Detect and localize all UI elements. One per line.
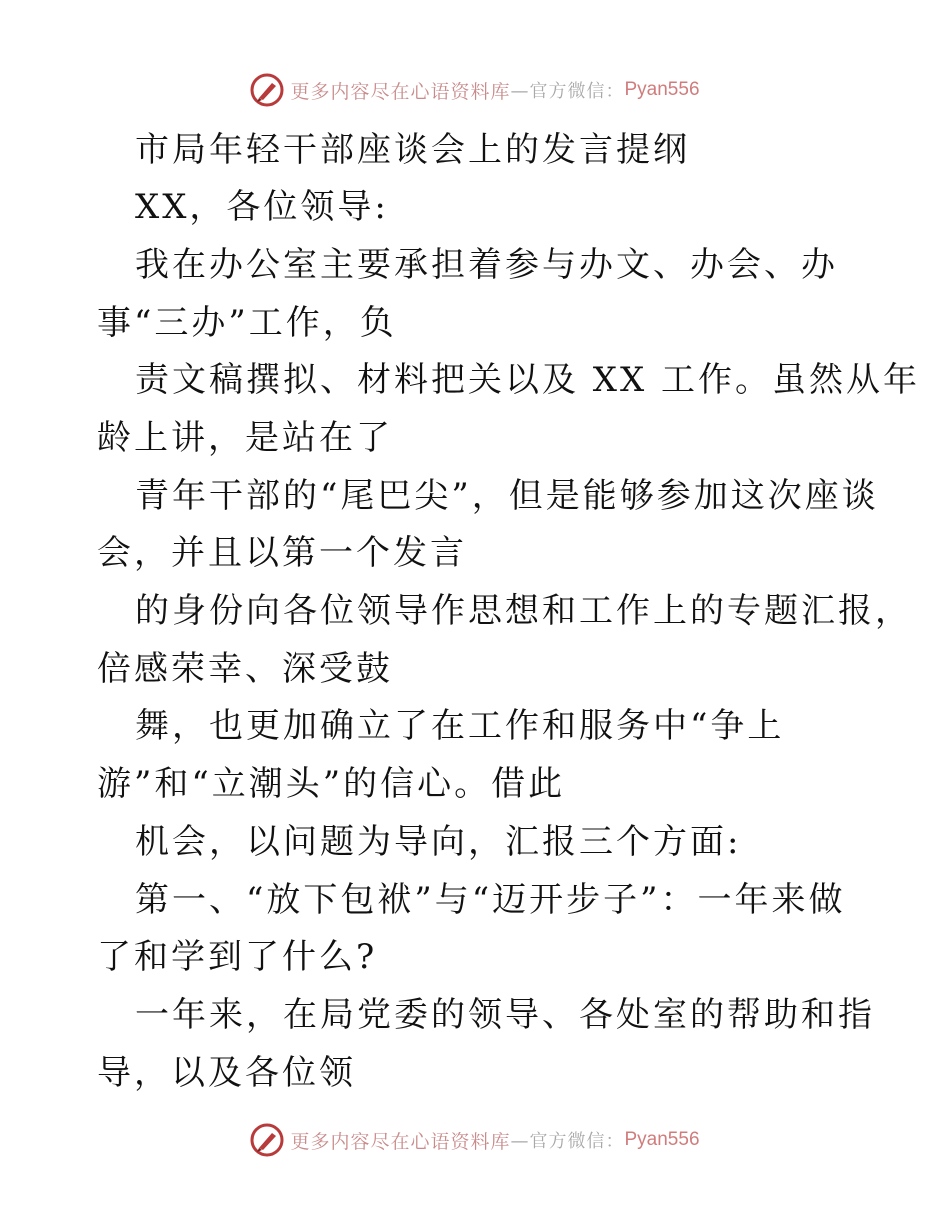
paragraph-line: 的身份向各位领导作思想和工作上的专题汇报， — [135, 591, 912, 631]
footer-watermark — [0, 1120, 950, 1160]
watermark-official: —官方微信： — [510, 1131, 625, 1152]
watermark-id: Pyan556 — [624, 79, 700, 100]
paragraph-line: 会，并且以第一个发言 — [97, 533, 467, 573]
paragraph-line: 机会，以问题为导向，汇报三个方面: — [135, 822, 742, 862]
paragraph-line: 导，以及各位领 — [97, 1053, 356, 1093]
watermark-brand: 更多内容尽在心语资料库 — [290, 1130, 511, 1153]
paragraph-line: 倍感荣幸、深受鼓 — [97, 649, 393, 689]
section-heading-cont: 了和学到了什么? — [97, 937, 378, 977]
paragraph-line: 我在办公室主要承担着参与办文、办会、办 — [135, 245, 838, 285]
pen-logo-icon — [250, 73, 284, 107]
header-watermark — [0, 70, 950, 110]
doc-title: 市局年轻干部座谈会上的发言提纲 — [135, 130, 690, 170]
paragraph-line: 舞，也更加确立了在工作和服务中“争上 — [135, 706, 785, 746]
paragraph-line: 青年干部的“尾巴尖”，但是能够参加这次座谈 — [135, 476, 879, 516]
pen-logo-icon — [250, 1123, 284, 1157]
watermark-brand: 更多内容尽在心语资料库 — [290, 80, 511, 103]
paragraph-line: 事“三办”工作，负 — [97, 303, 397, 343]
salutation: XX，各位领导: — [135, 187, 389, 227]
paragraph-line: 龄上讲，是站在了 — [97, 418, 393, 458]
paragraph-line: 责文稿撰拟、材料把关以及 XX 工作。虽然从年 — [135, 360, 921, 400]
paragraph-line: 游”和“立潮头”的信心。借此 — [97, 764, 566, 804]
watermark-official: —官方微信： — [510, 81, 625, 102]
watermark-id: Pyan556 — [624, 1129, 700, 1150]
paragraph-line: 一年来，在局党委的领导、各处室的帮助和指 — [135, 995, 875, 1035]
section-heading: 第一、“放下包袱”与“迈开步子”：一年来做 — [135, 880, 846, 920]
